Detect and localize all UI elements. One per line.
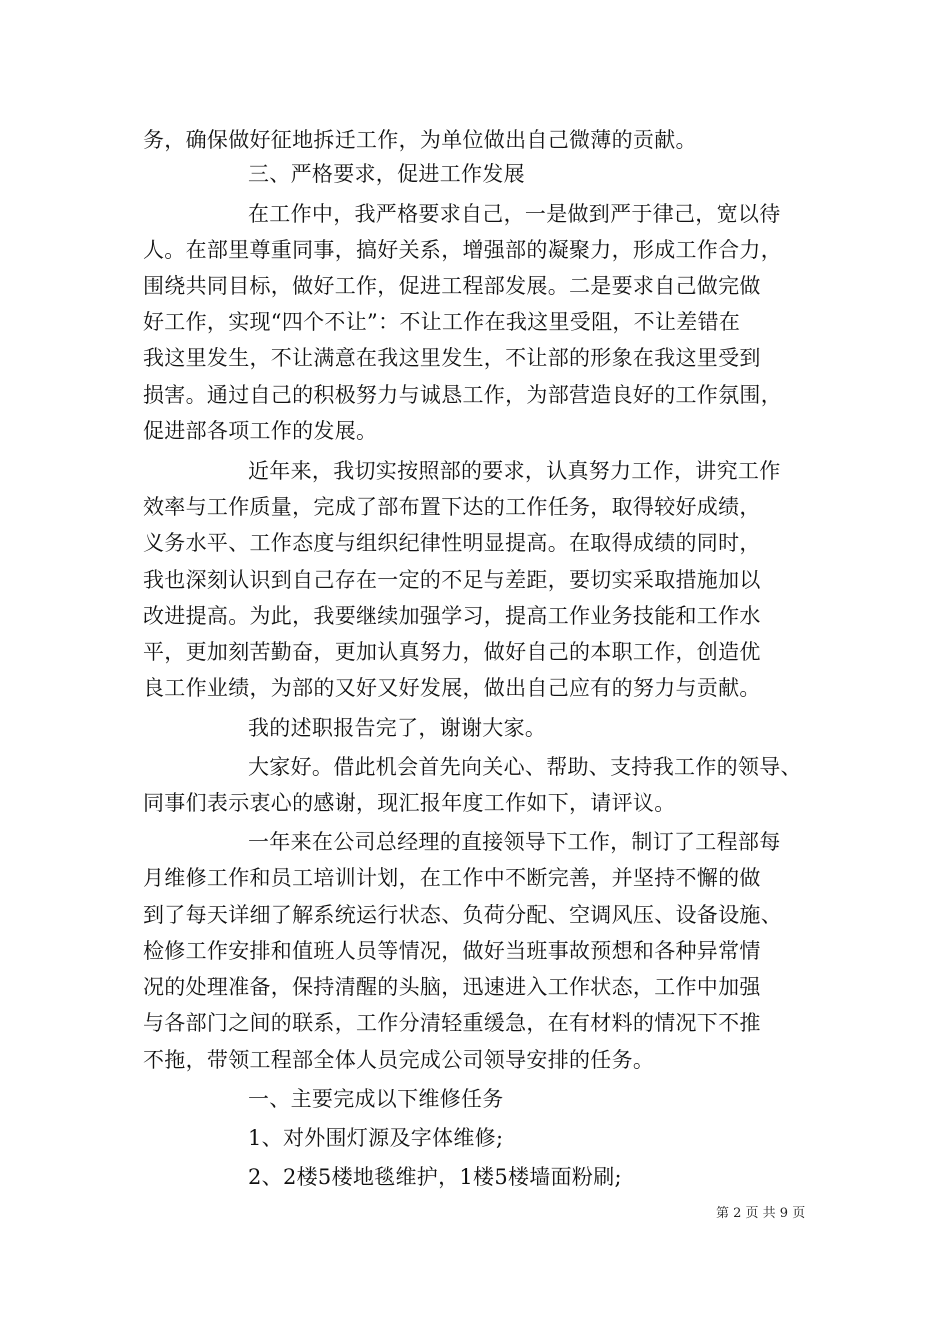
text-line: 同事们表示衷心的感谢，现汇报年度工作如下，请评议。: [143, 791, 676, 815]
text-line: 在工作中，我严格要求自己，一是做到严于律己，宽以待: [248, 202, 781, 226]
text-line: 况的处理准备，保持清醒的头脑，迅速进入工作状态，工作中加强: [143, 975, 761, 999]
text-line: 一年来在公司总经理的直接领导下工作，制订了工程部每: [248, 830, 781, 854]
text-line: 好工作，实现“四个不让”：不让工作在我这里受阻，不让差错在: [143, 310, 741, 334]
text-line: 月维修工作和员工培训计划，在工作中不断完善，并坚持不懈的做: [143, 866, 761, 890]
list-item: 2、2楼5楼地毯维护，1楼5楼墙面粉刷;: [248, 1165, 622, 1189]
text-line: 我也深刻认识到自己存在一定的不足与差距，要切实采取措施加以: [143, 568, 761, 592]
text-line: 义务水平、工作态度与组织纪律性明显提高。在取得成绩的同时，: [143, 531, 761, 555]
text-line: 不拖，带领工程部全体人员完成公司领导安排的任务。: [143, 1048, 655, 1072]
section-heading: 三、严格要求，促进工作发展: [248, 162, 525, 186]
text-line: 近年来，我切实按照部的要求，认真努力工作，讲究工作: [248, 459, 781, 483]
page-number: 第 2 页 共 9 页: [716, 1206, 806, 1221]
text-line: 大家好。借此机会首先向关心、帮助、支持我工作的领导、: [248, 755, 802, 779]
text-line: 我的述职报告完了，谢谢大家。: [248, 716, 547, 740]
text-line: 人。在部里尊重同事，搞好关系，增强部的凝聚力，形成工作合力，: [143, 238, 782, 262]
text-line: 改进提高。为此，我要继续加强学习，提高工作业务技能和工作水: [143, 604, 761, 628]
text-line: 检修工作安排和值班人员等情况，做好当班事故预想和各种异常情: [143, 939, 761, 963]
list-item: 1、对外围灯源及字体维修;: [248, 1126, 504, 1150]
text-line: 与各部门之间的联系，工作分清轻重缓急，在有材料的情况下不推: [143, 1011, 761, 1035]
section-heading: 一、主要完成以下维修任务: [248, 1087, 504, 1111]
text-line: 务，确保做好征地拆迁工作，为单位做出自己微薄的贡献。: [143, 128, 697, 152]
text-line: 平，更加刻苦勤奋，更加认真努力，做好自己的本职工作，创造优: [143, 640, 761, 664]
text-line: 围绕共同目标，做好工作，促进工程部发展。二是要求自己做完做: [143, 274, 761, 298]
text-line: 损害。通过自己的积极努力与诚恳工作，为部营造良好的工作氛围，: [143, 383, 782, 407]
text-line: 效率与工作质量，完成了部布置下达的工作任务，取得较好成绩，: [143, 495, 761, 519]
text-line: 良工作业绩，为部的又好又好发展，做出自己应有的努力与贡献。: [143, 676, 761, 700]
text-line: 促进部各项工作的发展。: [143, 419, 378, 443]
text-line: 到了每天详细了解系统运行状态、负荷分配、空调风压、设备设施、: [143, 903, 782, 927]
text-line: 我这里发生，不让满意在我这里发生，不让部的形象在我这里受到: [143, 346, 761, 370]
